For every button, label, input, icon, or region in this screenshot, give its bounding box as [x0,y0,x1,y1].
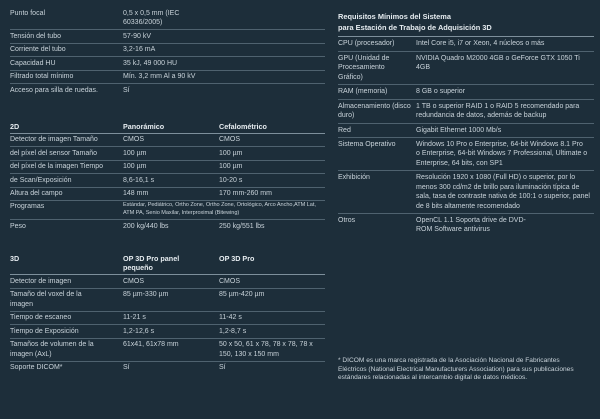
table-row [10,288,325,311]
table-header-row [10,251,325,275]
row-value-a: 8,6-16,1 s [123,174,219,187]
requirements-title-line2: para Estación de Trabajo de Adquisición 3D [338,22,492,32]
row-label: Tiempo de escaneo [10,311,123,324]
header-2d: 2D [10,119,123,134]
row-value-b: 170 mm-260 mm [219,187,325,200]
req-value: Resolución 1920 x 1080 (Full HD) o superior, por lo menos 300 cd/m2 de brillo para iluminación típica de sala, tasa de contraste nativa de 100:1 o superior, panel de 8 bits altamente recomendado [416,171,594,214]
table-row [10,0,325,30]
table-row [10,187,325,200]
table-header-row [10,119,325,134]
row-value-a: 61x41, 61x78 mm [123,338,219,361]
section-gap [10,233,325,251]
spec-label: Capacidad HU [10,57,123,70]
req-label: RAM (memoria) [338,85,416,99]
row-value-a: 85 µm-330 µm [123,288,219,311]
spec-label: Tensión del tubo [10,30,123,43]
table-row [10,361,325,374]
table-row [10,200,325,219]
req-label: CPU (procesador) [338,37,416,51]
row-value-b: 100 µm [219,147,325,160]
table-row [338,99,594,123]
row-value-a: 148 mm [123,187,219,200]
row-value-b: Sí [219,364,226,371]
row-value-b: 11-42 s [219,311,325,324]
header-op3d: OP 3D Pro [219,251,325,275]
spec-value: Sí [123,86,130,94]
table-row [338,37,594,51]
requirements-title-line1: Requisitos Mínimos del Sistema [338,12,451,21]
dicom-footnote: * DICOM es una marca registrada de la Asociación Nacional de Fabricantes Eléctricos (National Electrical Manufacturers Association) para sus publicaciones estándares relacionadas al intercambio digital de datos médicos. [338,357,574,382]
row-value-a: 1,2-12,6 s [123,325,219,338]
table-row [10,30,325,43]
row-label: Soporte DICOM* [10,364,63,371]
programs-value: Estándar, Pediátrico, Ortho Zone, Ortho Zone, Ortológico, Arco Ancho,ATM Lat, ATM PA, Senio Maxilar, Interproximal (Bitewing) [123,200,325,219]
row-label: Programas [10,200,123,219]
req-value: Gigabit Ethernet 1000 Mb/s [416,123,594,137]
right-column [338,12,594,237]
row-label: Detector de imagen Tamaño [10,133,123,146]
table-row [338,137,594,170]
row-value-a: 100 µm [123,160,219,173]
req-value: NVIDIA Quadro M2000 4GB o GeForce GTX 1050 Ti 4GB [416,51,594,84]
req-label: Otros [338,217,356,225]
table-row [10,325,325,338]
row-value-a: CMOS [123,133,219,146]
table-row [10,147,325,160]
table-row [10,133,325,146]
row-label: Altura del campo [10,187,123,200]
row-label: Detector de imagen [10,275,123,288]
row-label: de Scan/Exposición [10,174,123,187]
row-label: Tamaños de volumen de la imagen (AxL) [10,338,123,361]
base-specs-table [10,0,325,97]
req-value: 8 GB o superior [416,85,594,99]
table-row [338,214,594,237]
row-label: Tamaño del voxel de la imagen [10,288,123,311]
requirements-table [338,37,594,236]
table-row [338,123,594,137]
req-value: 1 TB o superior RAID 1 o RAID 5 recomendado para redundancia de datos, además de backup [416,99,594,123]
table-row [338,171,594,214]
req-value: Windows 10 Pro o Enterprise, 64-bit Windows 8.1 Pro o Enterprise, 64-bit Windows 7 Professional, Ultimate o Enterprise, 64 bits, con SP1 [416,137,594,170]
table-2d [10,119,325,233]
spec-value: 57-90 kV [123,30,325,43]
spec-label: Punto focal [10,0,123,30]
row-label: Peso [10,222,26,230]
req-value: OpenCL 1.1 Soporta drive de DVD-ROM Software antivirus [416,217,526,234]
table-row [10,57,325,70]
spec-value: 0,5 x 0,5 mm (IEC 60336/2005) [123,0,325,30]
row-label: del píxel de la imagen Tiempo [10,160,123,173]
header-cephalometric: Cefalométrico [219,119,325,134]
row-value-a: 11-21 s [123,311,219,324]
row-value-b: CMOS [219,133,325,146]
row-value-b: 50 x 50, 61 x 78, 78 x 78, 78 x 150, 130 x 150 mm [219,338,325,361]
spec-value: Mín. 3,2 mm Al a 90 kV [123,70,325,83]
row-value-a: Sí [123,364,130,371]
table-row [10,174,325,187]
table-row [10,84,325,97]
row-value-a: 200 kg/440 lbs [123,222,169,230]
row-value-b: 1,2-8,7 s [219,325,325,338]
table-row [10,220,325,233]
spec-label: Corriente del tubo [10,43,123,56]
row-label: del píxel del sensor Tamaño [10,147,123,160]
table-row [338,51,594,84]
header-panoramic: Panorámico [123,119,219,134]
row-value-b: 250 kg/551 lbs [219,222,265,230]
row-value-a: 100 µm [123,147,219,160]
table-row [10,311,325,324]
req-label: Almacenamiento (disco duro) [338,99,416,123]
row-value-b: 85 µm-420 µm [219,288,325,311]
left-column [10,0,325,374]
header-op3d-small: OP 3D Pro panel pequeño [123,251,219,275]
spec-value: 35 kJ, 49 000 HU [123,57,325,70]
row-value-b: 10-20 s [219,174,325,187]
spec-label: Acceso para silla de ruedas. [10,86,98,94]
table-row [338,85,594,99]
req-value: Intel Core i5, i7 or Xeon, 4 núcleos o más [416,37,594,51]
row-value-b: 100 µm [219,160,325,173]
table-3d [10,251,325,374]
spec-value: 3,2-16 mA [123,43,325,56]
row-value-b: CMOS [219,275,325,288]
table-row [10,70,325,83]
req-label: Red [338,123,416,137]
requirements-title [338,12,594,37]
spec-label: Filtrado total mínimo [10,70,123,83]
req-label: Sistema Operativo [338,137,416,170]
row-value-a: CMOS [123,275,219,288]
req-label: GPU (Unidad de Procesamiento Gráfico) [338,51,416,84]
section-gap [10,97,325,119]
table-row [10,275,325,288]
row-label: Tiempo de Exposición [10,325,123,338]
table-row [10,338,325,361]
req-label: Exhibición [338,171,416,214]
table-row [10,43,325,56]
header-3d: 3D [10,251,123,275]
table-row [10,160,325,173]
